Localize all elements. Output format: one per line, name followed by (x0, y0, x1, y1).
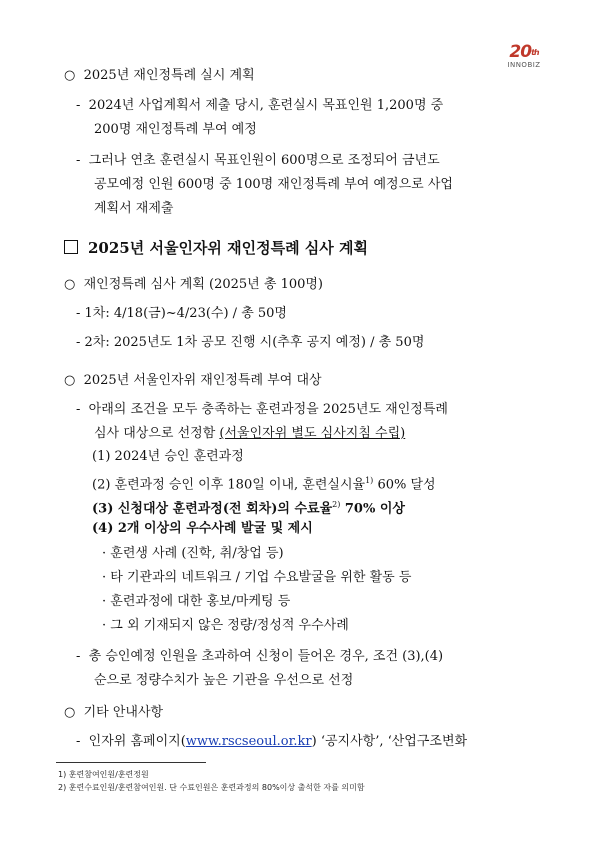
footnote-1: 1) 훈련참여인원/훈련정원 (58, 770, 149, 779)
section1-bullet2-line3: 계획서 재제출 (94, 201, 174, 216)
section1-bullet2-line2: 공모예정 인원 600명 중 100명 재인정특례 부여 예정으로 사업 (94, 177, 453, 192)
round1-schedule: - 1차: 4/18(금)~4/23(수) / 총 50명 (76, 306, 287, 321)
section1-bullet1-line2: 200명 재인정특례 부여 예정 (94, 122, 257, 137)
section2-sub1: ○ 재인정특례 심사 계획 (2025년 총 100명) (64, 277, 324, 292)
section1-bullet2-line1: - 그러나 연초 훈련실시 목표인원이 600명으로 조정되어 금년도 (76, 153, 440, 168)
footnote-divider (56, 762, 206, 763)
example-4: · 그 외 기재되지 않은 정량/정성적 우수사례 (102, 618, 349, 633)
eligibility-line2: 심사 대상으로 선정함 (서울인자위 별도 심사지침 수립) (94, 426, 406, 441)
example-1: · 훈련생 사례 (진학, 취/창업 등) (102, 546, 284, 561)
priority-line2: 순으로 정량수치가 높은 기관을 우선으로 선정 (94, 673, 354, 688)
homepage-link[interactable]: www.rscseoul.or.kr (185, 734, 312, 749)
condition-4: (4) 2개 이상의 우수사례 발굴 및 제시 (92, 521, 313, 536)
section1-heading: ○ 2025년 재인정특례 실시 계획 (64, 68, 255, 83)
eligibility-line1: - 아래의 조건을 모두 충족하는 훈련과정을 2025년도 재인정특례 (76, 402, 448, 417)
footnote-2: 2) 훈련수료인원/훈련참여인원. 단 수료인원은 훈련과정의 80%이상 출석한 자를 의미함 (58, 783, 365, 792)
example-3: · 훈련과정에 대한 홍보/마케팅 등 (102, 594, 291, 609)
condition-3: (3) 신청대상 훈련과정(전 회차)의 수료율$^{2)}$ 70% 이상 (92, 500, 405, 517)
priority-line1: - 총 승인예정 인원을 초과하여 신청이 들어온 경우, 조건 (3),(4) (76, 649, 444, 664)
section2-sub2: ○ 2025년 서울인자위 재인정특례 부여 대상 (64, 373, 322, 388)
homepage-notice: - 인자위 홈페이지(www.rscseoul.or.kr) ‘공지사항’, ‘산업구조변화 (76, 734, 468, 749)
condition-2: (2) 훈련과정 승인 이후 180일 이내, 훈련실시율$^{1)}$ 60% 달성 (92, 476, 436, 493)
round2-schedule: - 2차: 2025년도 1차 공모 진행 시(추후 공지 예정) / 총 50명 (76, 335, 425, 350)
section1-bullet1-line1: - 2024년 사업계획서 제출 당시, 훈련실시 목표인원 1,200명 중 (76, 98, 444, 113)
section3-heading: ○ 기타 안내사항 (64, 705, 164, 720)
square-bullet-icon (64, 240, 78, 254)
innobiz-20th-logo: 20th INNOBIZ (507, 42, 541, 69)
condition-1: (1) 2024년 승인 훈련과정 (92, 449, 244, 464)
example-2: · 타 기관과의 네트워크 / 기업 수요발굴을 위한 활동 등 (102, 570, 412, 585)
section2-title: 2025년 서울인자위 재인정특례 심사 계획 (64, 238, 368, 258)
